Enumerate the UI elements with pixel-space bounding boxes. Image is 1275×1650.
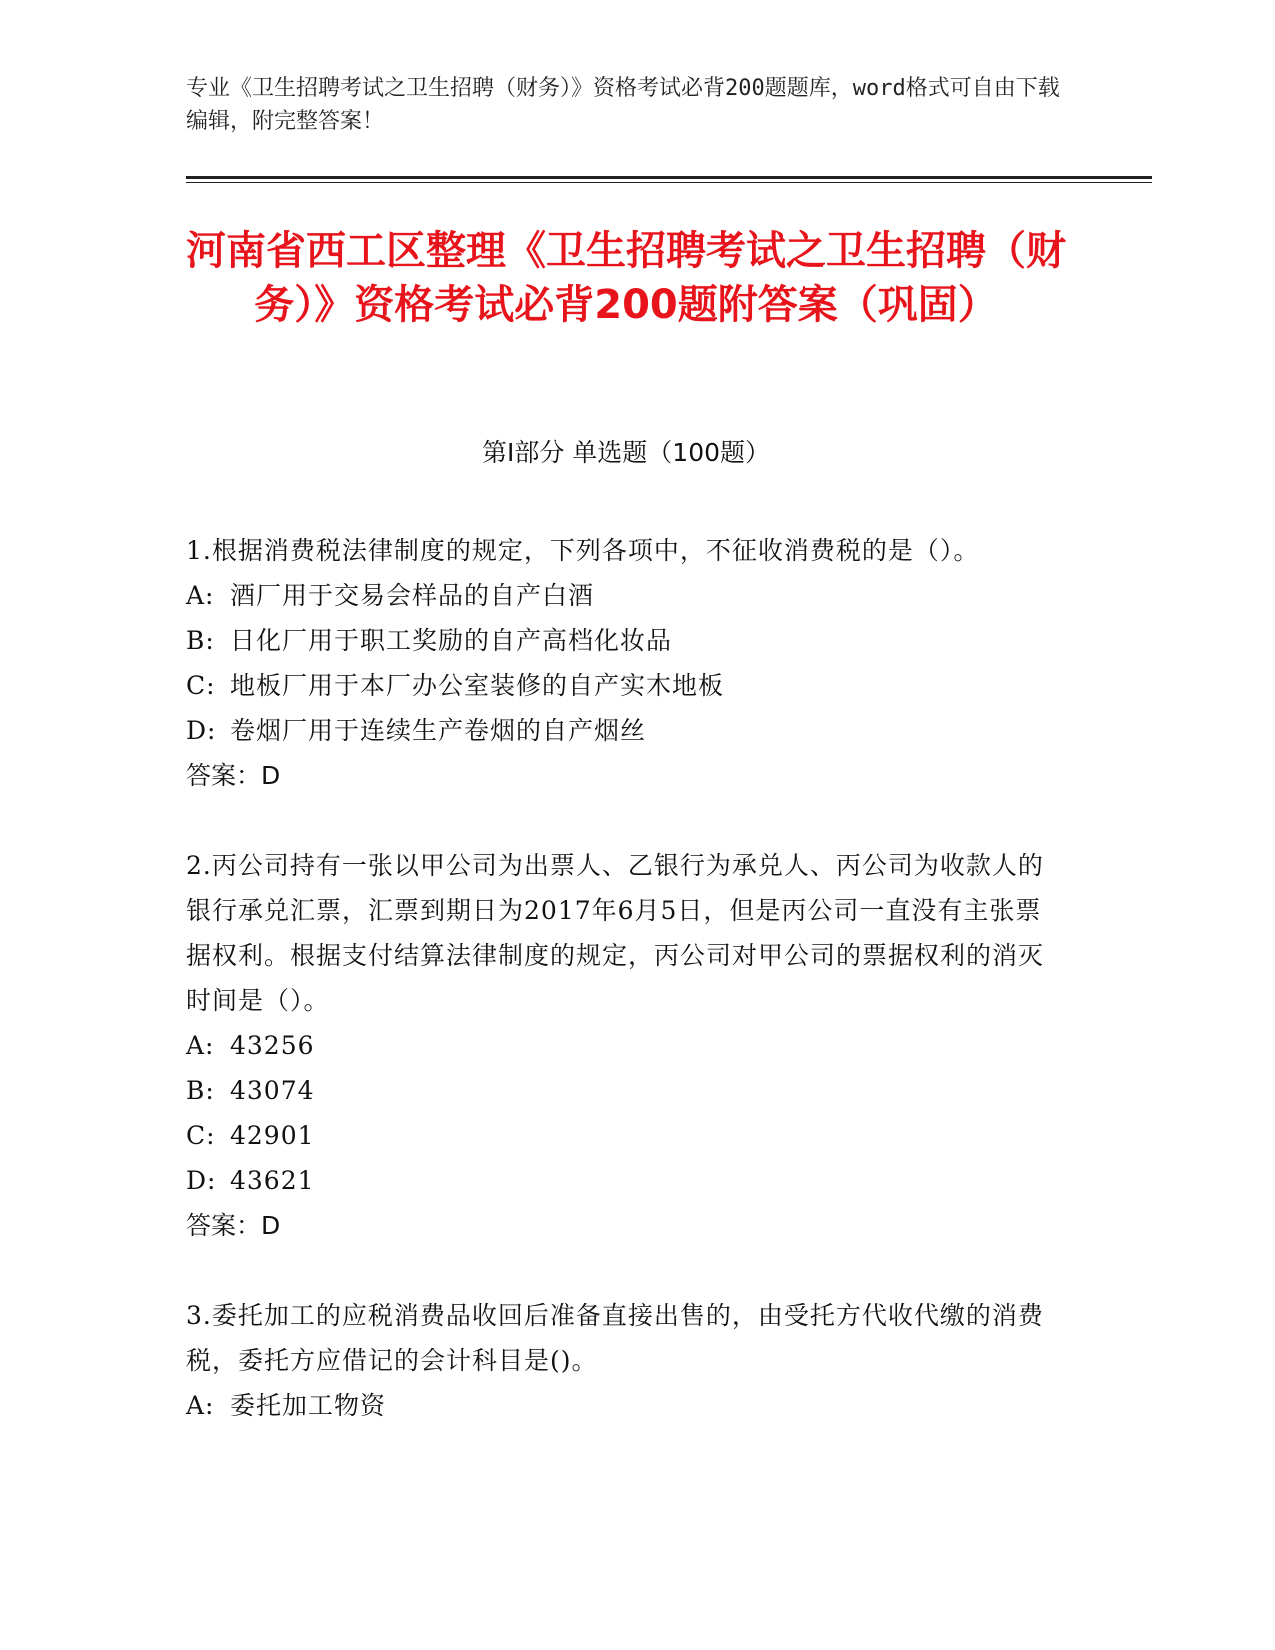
option-text: 地板厂用于本厂办公室装修的自产实木地板 (230, 671, 725, 700)
question-stem: 3.委托加工的应税消费品收回后准备直接出售的，由受托方代收代缴的消费税，委托方应借记的会计科目是()。 (186, 1301, 1044, 1375)
option-c (186, 1113, 1066, 1158)
question-1 (186, 528, 1066, 798)
option-b (186, 618, 1066, 663)
option-a (186, 573, 1066, 618)
document-title: 河南省西工区整理《卫生招聘考试之卫生招聘（财务）》资格考试必背200题附答案（巩固） (186, 228, 1066, 328)
question-list (186, 528, 1066, 1473)
option-key: D: (186, 1166, 217, 1195)
answer-line: 答案：D (186, 761, 281, 790)
question-2 (186, 843, 1066, 1248)
header-rule-thick (186, 176, 1152, 179)
option-d (186, 708, 1066, 753)
header-rule-thin (186, 182, 1152, 183)
question-stem: 1.根据消费税法律制度的规定，下列各项中，不征收消费税的是（）。 (186, 536, 980, 565)
option-key: A: (186, 581, 215, 610)
option-key: B: (186, 1076, 215, 1105)
option-text: 43256 (230, 1031, 315, 1060)
option-key: D: (186, 716, 217, 745)
option-key: A: (186, 1391, 215, 1420)
section-title: 第Ⅰ部分 单选题（100题） (481, 438, 771, 467)
option-text: 43621 (230, 1166, 315, 1195)
option-key: A: (186, 1031, 215, 1060)
option-text: 43074 (230, 1076, 315, 1105)
header-note: 专业《卫生招聘考试之卫生招聘（财务）》资格考试必背200题题库，word格式可自由下载编辑，附完整答案！ (186, 76, 1060, 134)
option-a (186, 1023, 1066, 1068)
question-3 (186, 1293, 1066, 1428)
option-text: 酒厂用于交易会样品的自产白酒 (230, 581, 595, 610)
option-text: 委托加工物资 (230, 1391, 387, 1420)
option-text: 42901 (230, 1121, 315, 1150)
answer-line: 答案：D (186, 1211, 281, 1240)
option-key: C: (186, 1121, 216, 1150)
option-c (186, 663, 1066, 708)
option-d (186, 1158, 1066, 1203)
option-key: C: (186, 671, 216, 700)
option-text: 卷烟厂用于连续生产卷烟的自产烟丝 (230, 716, 647, 745)
option-b (186, 1068, 1066, 1113)
option-key: B: (186, 626, 215, 655)
option-a (186, 1383, 1066, 1428)
option-text: 日化厂用于职工奖励的自产高档化妆品 (230, 626, 673, 655)
question-stem: 2.丙公司持有一张以甲公司为出票人、乙银行为承兑人、丙公司为收款人的银行承兑汇票，汇票到期日为2017年6月5日，但是丙公司一直没有主张票据权利。根据支付结算法律制度的规定，丙公司对甲公司的票据权利的消灭时间是（）。 (186, 851, 1045, 1015)
